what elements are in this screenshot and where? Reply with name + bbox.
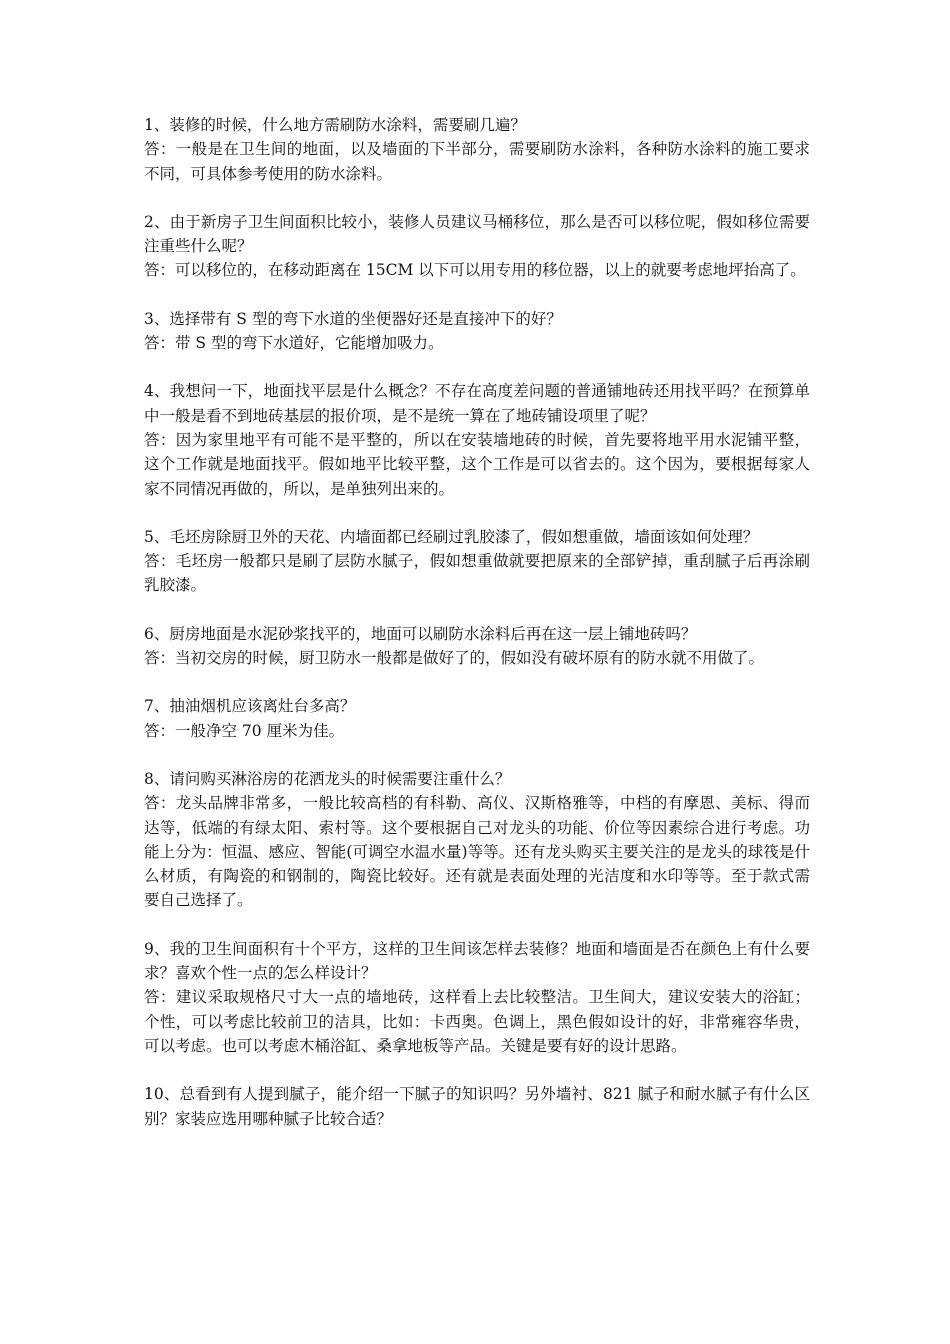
answer-text: 答：可以移位的，在移动距离在 15CM 以下可以用专用的移位器，以上的就要考虑地坪抬高了。 xyxy=(144,261,806,280)
question-text: 2、由于新房子卫生间面积比较小，装修人员建议马桶移位，那么是否可以移位呢，假如移位需要注重些什么呢？ xyxy=(144,212,810,256)
qa-item-3 xyxy=(144,307,810,356)
qa-item-1 xyxy=(144,113,810,186)
answer-text: 答：毛坯房一般都只是刷了层防水腻子，假如想重做就要把原来的全部铲掉，重刮腻子后再涂刷乳胶漆。 xyxy=(144,552,810,595)
question-text: 7、抽油烟机应该离灶台多高？ xyxy=(144,697,356,716)
document-body xyxy=(144,113,810,1155)
qa-item-9 xyxy=(144,937,810,1058)
qa-item-4 xyxy=(144,379,810,500)
question-text: 8、请问购买淋浴房的花洒龙头的时候需要注重什么？ xyxy=(144,769,511,788)
question-text: 3、选择带有 S 型的弯下水道的坐便器好还是直接冲下的好？ xyxy=(144,309,562,328)
qa-item-10 xyxy=(144,1082,810,1131)
question-text: 4、我想问一下，地面找平层是什么概念？不存在高度差问题的普通铺地砖还用找平吗？在预算单中一般是看不到地砖基层的报价项，是不是统一算在了地砖铺设项里了呢？ xyxy=(144,382,810,425)
qa-item-7 xyxy=(144,694,810,743)
question-text: 5、毛坯房除厨卫外的天花、内墙面都已经刷过乳胶漆了，假如想重做，墙面该如何处理？ xyxy=(144,527,759,546)
qa-item-2 xyxy=(144,210,810,283)
question-text: 1、装修的时候，什么地方需刷防水涂料，需要刷几遍？ xyxy=(144,116,526,134)
answer-text: 答：建议采取规格尺寸大一点的墙地砖，这样看上去比较整洁。卫生间大，建议安装大的浴缸；个性，可以考虑比较前卫的洁具，比如：卡西奥。色调上，黑色假如设计的好，非常雍容华贵，可以考虑。也可以考虑木桶浴缸、桑拿地板等产品。关键是要有好的设计思路。 xyxy=(144,988,810,1055)
question-text: 10、总看到有人提到腻子，能介绍一下腻子的知识吗？另外墙衬、821 腻子和耐水腻子有什么区别？家装应选用哪种腻子比较合适？ xyxy=(144,1085,810,1128)
qa-item-6 xyxy=(144,622,810,671)
qa-item-5 xyxy=(144,525,810,598)
question-text: 6、厨房地面是水泥砂浆找平的，地面可以刷防水涂料后再在这一层上铺地砖吗？ xyxy=(144,624,697,643)
question-text: 9、我的卫生间面积有十个平方，这样的卫生间该怎样去装修？地面和墙面是否在颜色上有什么要求？喜欢个性一点的怎么样设计？ xyxy=(144,939,810,983)
answer-text: 答：带 S 型的弯下水道好，它能增加吸力。 xyxy=(144,334,444,353)
answer-text: 答：一般净空 70 厘米为佳。 xyxy=(144,721,345,740)
qa-item-8 xyxy=(144,767,810,913)
answer-text: 答：一般是在卫生间的地面，以及墙面的下半部分，需要刷防水涂料，各种防水涂料的施工要求不同，可具体参考使用的防水涂料。 xyxy=(144,140,810,183)
answer-text: 答：当初交房的时候，厨卫防水一般都是做好了的，假如没有破坏原有的防水就不用做了。 xyxy=(144,649,765,668)
answer-text: 答：龙头品牌非常多，一般比较高档的有科勒、高仪、汉斯格雅等，中档的有摩恩、美标、得而达等，低端的有绿太阳、索村等。这个要根据自己对龙头的功能、价位等因素综合进行考虑。功能上分为：恒温、感应、智能(可调空水温水量)等等。还有龙头购买主要关注的是龙头的球筏是什么材质，有陶瓷的和钢制的，陶瓷比较好。还有就是表面处理的光洁度和水印等等。至于款式需要自己选择了。 xyxy=(144,794,810,910)
answer-text: 答：因为家里地平有可能不是平整的，所以在安装墙地砖的时候，首先要将地平用水泥铺平整，这个工作就是地面找平。假如地平比较平整，这个工作是可以省去的。这个因为，要根据每家人家不同情况再做的，所以，是单独列出来的。 xyxy=(144,430,810,498)
